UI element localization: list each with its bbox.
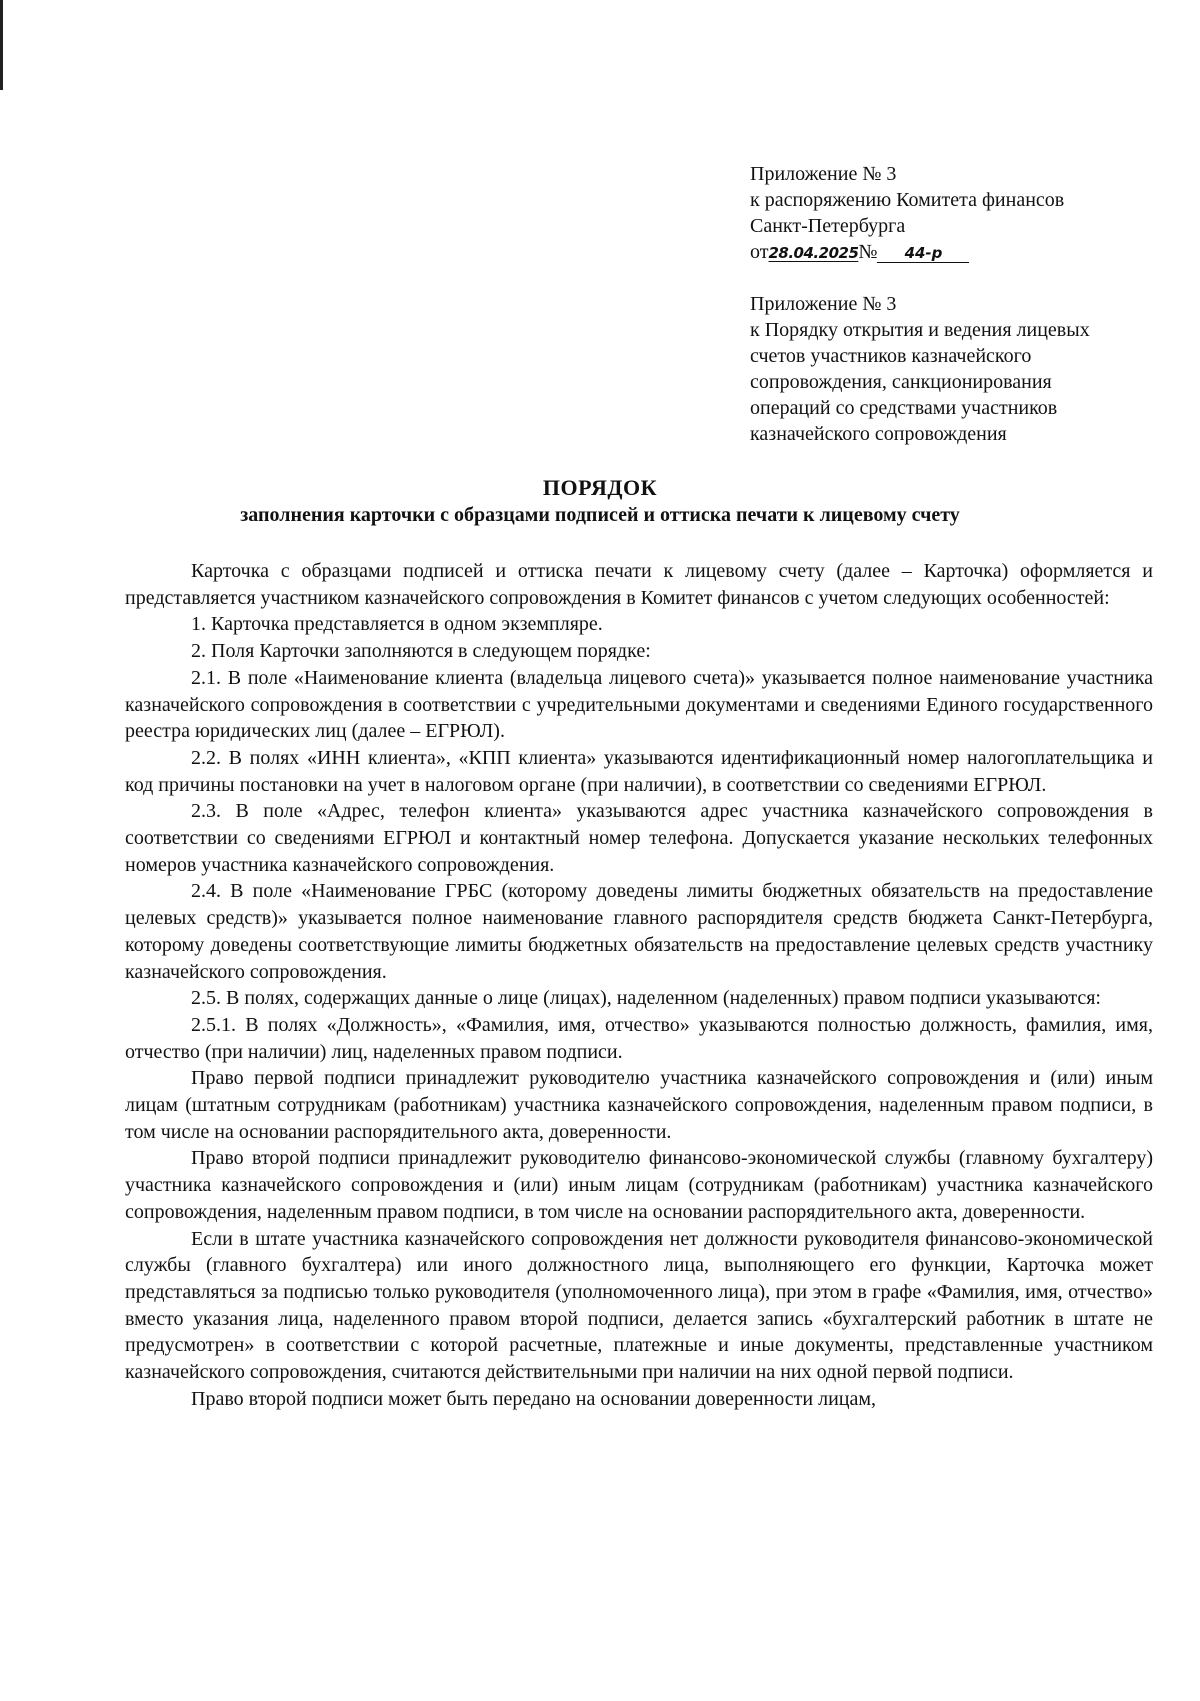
appendix-date-number-line — [750, 239, 1170, 266]
paragraph-item-2-4: 2.4. В поле «Наименование ГРБС (которому доведены лимиты бюджетных обязательств на предоставление целевых средств)» указывается полное наименование главного распорядителя средств бюджета Санкт-Петербурга, которому доведены соответствующие лимиты бюджетных обязательств на предоставление целевых средств участнику казначейского сопровождения. — [125, 880, 1153, 983]
paragraph-no-accountant: Если в штате участника казначейского сопровождения нет должности руководителя финансово-экономической службы (главного бухгалтера) или иного должностного лица, выполняющего его функции, Карточка может представляться за подписью только руководителя (уполномоченного лица), при этом в графе «Фамилия, имя, отчество» вместо указания лица, наделенного правом второй подписи, делается запись «бухгалтерский работник в штате не предусмотрен» в соответствии с которой расчетные, платежные и иные документы, представленные участником казначейского сопровождения, считаются действительными при наличии на них одной первой подписи. — [125, 1227, 1153, 1384]
appendix-line: сопровождения, санкционирования — [750, 371, 1052, 393]
handwritten-date: 28.04.2025 — [768, 244, 859, 262]
paragraph-item-2-3: 2.3. В поле «Адрес, телефон клиента» указываются адрес участника казначейского сопровождения в соответствии со сведениями ЕГРЮЛ и контактный номер телефона. Допускается указание нескольких телефонных номеров участника казначейского сопровождения. — [125, 800, 1153, 876]
number-label: № — [858, 241, 878, 263]
appendix-header-procedure — [750, 291, 1170, 447]
scan-edge-mark — [0, 0, 3, 90]
appendix-line: казначейского сопровождения — [750, 423, 1007, 445]
paragraph-item-2-2: 2.2. В полях «ИНН клиента», «КПП клиента» указываются идентификационный номер налогоплательщика и код причины постановки на учет в налоговом органе (при наличии), в соответствии со сведениями ЕГРЮЛ. — [125, 746, 1153, 796]
paragraph-intro: Карточка с образцами подписей и оттиска печати к лицевому счету (далее – Карточка) оформляется и представляется участником казначейского сопровождения в Комитет финансов с учетом следующих особенностей: — [125, 560, 1153, 609]
appendix-line: операций со средствами участников — [750, 397, 1058, 419]
paragraph-item-1: 1. Карточка представляется в одном экземпляре. — [191, 613, 603, 636]
document-subtitle: заполнения карточки с образцами подписей и оттиска печати к лицевому счету — [240, 504, 960, 526]
appendix-line: Санкт-Петербурга — [750, 215, 906, 237]
appendix-line: Приложение № 3 — [750, 163, 897, 185]
paragraph-item-2: 2. Поля Карточки заполняются в следующем порядке: — [191, 640, 651, 663]
appendix-header-order — [750, 161, 1170, 266]
paragraph-item-2-5: 2.5. В полях, содержащих данные о лице (лицах), наделенном (наделенных) правом подписи указываются: — [191, 987, 1101, 1010]
paragraph-signature-delegation: Право второй подписи может быть передано на основании доверенности лицам, — [191, 1387, 877, 1410]
date-prefix: от — [750, 241, 769, 263]
appendix-line: Приложение № 3 — [750, 293, 897, 315]
handwritten-number: 44-р — [877, 244, 969, 263]
appendix-line: к Порядку открытия и ведения лицевых — [750, 319, 1090, 341]
document-title: ПОРЯДОК — [542, 475, 658, 500]
appendix-line: к распоряжению Комитета финансов — [750, 189, 1065, 211]
paragraph-item-2-5-1: 2.5.1. В полях «Должность», «Фамилия, имя, отчество» указываются полностью должность, фамилия, имя, отчество (при наличии) лиц, наделенных правом подписи. — [125, 1013, 1153, 1063]
paragraph-item-2-1: 2.1. В поле «Наименование клиента (владельца лицевого счета)» указывается полное наименование участника казначейского сопровождения в соответствии с учредительными документами и сведениями Единого государственного реестра юридических лиц (далее – ЕГРЮЛ). — [125, 666, 1153, 743]
paragraph-first-signature: Право первой подписи принадлежит руководителю участника казначейского сопровождения и (или) иным лицам (штатным сотрудникам (работникам) участника казначейского сопровождения, наделенным правом подписи, в том числе на основании распорядительного акта, доверенности. — [125, 1067, 1153, 1143]
appendix-line: счетов участников казначейского — [750, 345, 1032, 367]
paragraph-second-signature: Право второй подписи принадлежит руководителю финансово-экономической службы (главному бухгалтеру) участника казначейского сопровождения и (или) иным лицам (сотрудникам (работникам) участника казначейского сопровождения, наделенным правом подписи, в том числе на основании распорядительного акта, доверенности. — [125, 1147, 1153, 1223]
document-body — [125, 558, 1153, 1413]
